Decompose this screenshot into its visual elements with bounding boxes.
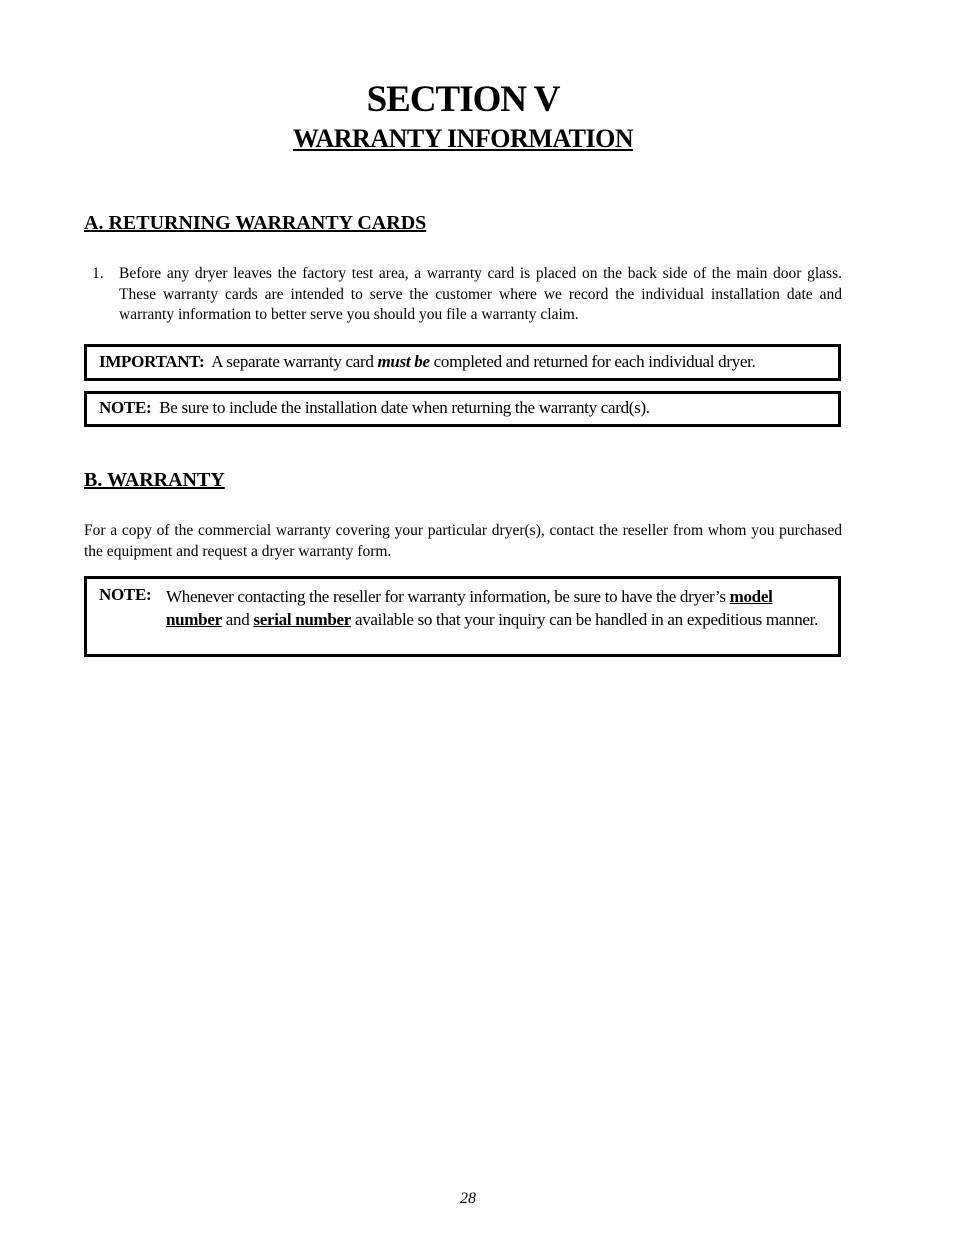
note-text-1: Whenever contacting the reseller for warranty information, be sure to have the dryer’s bbox=[166, 587, 726, 606]
note-text-2: and bbox=[225, 610, 250, 629]
page-number: 28 bbox=[460, 1190, 476, 1207]
list-item-text: Before any dryer leaves the factory test area, a warranty card is placed on the back side of the main door glass. These warranty cards are intended to serve the customer where we record the individual installation date and warranty information to better serve you should you file a warranty claim. bbox=[119, 265, 842, 323]
page-title: WARRANTY INFORMATION bbox=[292, 124, 634, 153]
section-title: SECTION V bbox=[366, 79, 560, 120]
important-box bbox=[84, 344, 841, 381]
model-number-text: model number bbox=[166, 587, 773, 629]
important-label: IMPORTANT: bbox=[99, 352, 205, 371]
list-item-number: 1. bbox=[92, 265, 104, 282]
note-body bbox=[166, 585, 826, 631]
important-text-after: completed and returned for each individual dryer. bbox=[433, 352, 756, 371]
note-text-3: available so that your inquiry can be handled in an expeditious manner. bbox=[354, 610, 819, 629]
important-text-before: A separate warranty card bbox=[211, 352, 374, 371]
note-text: Be sure to include the installation date when returning the warranty card(s). bbox=[159, 398, 650, 417]
note-label: NOTE: bbox=[99, 585, 152, 604]
important-emphasis: must be bbox=[377, 352, 430, 371]
serial-number-text: serial number bbox=[253, 610, 352, 629]
section-b-heading: B. WARRANTY bbox=[84, 469, 225, 491]
warranty-paragraph: For a copy of the commercial warranty covering your particular dryer(s), contact the reseller from whom you purchased the equipment and request a dryer warranty form. bbox=[84, 522, 842, 560]
note-box-reseller bbox=[84, 576, 841, 657]
note-box-installation bbox=[84, 391, 841, 427]
note-label: NOTE: bbox=[99, 398, 152, 417]
list-item bbox=[92, 264, 842, 326]
section-a-heading: A. RETURNING WARRANTY CARDS bbox=[84, 212, 427, 234]
